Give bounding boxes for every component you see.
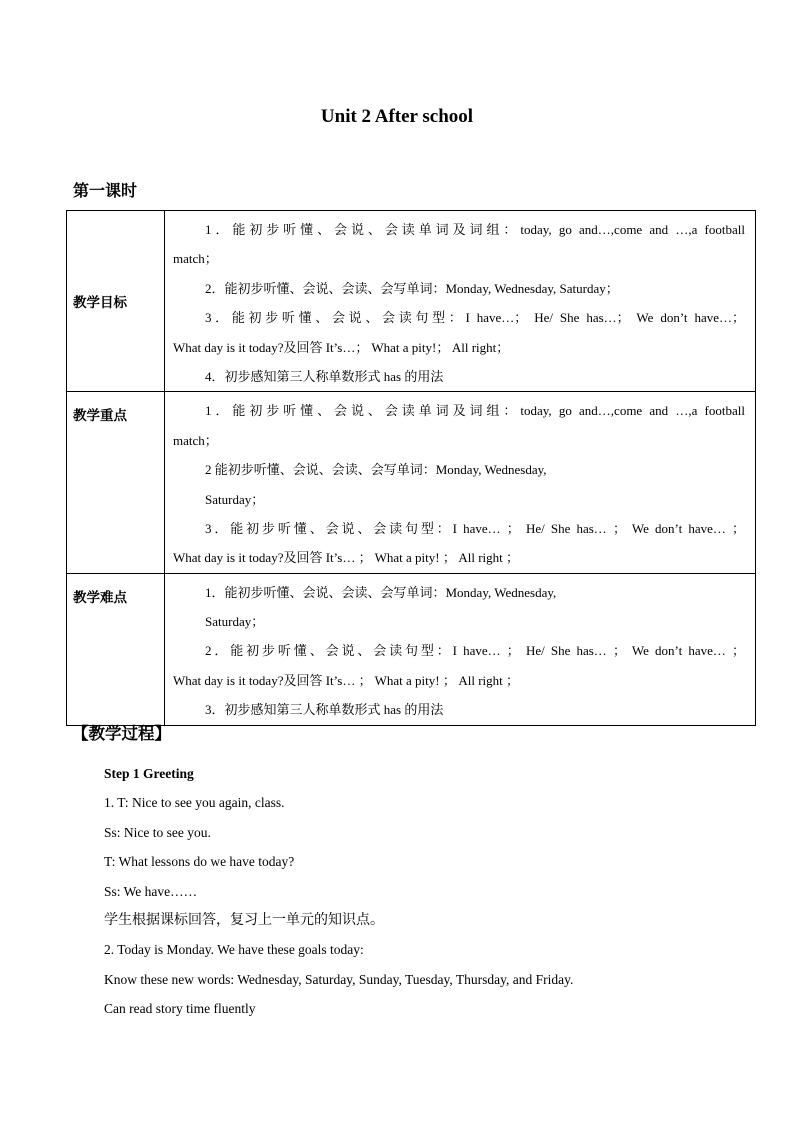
list-item: 3．能初步听懂、会说、会读句型：I have…； He/ She has…； We don’t have…；	[205, 310, 745, 326]
row-header-goals: 教学目标	[67, 211, 165, 392]
process-heading: 【教学过程】	[72, 724, 171, 743]
document-title: Unit 2 After school	[320, 106, 474, 127]
list-item: 2．能初步听懂、会说、会读、会写单词：Monday, Wednesday, Saturday；	[205, 280, 619, 296]
list-item: Know these new words: Wednesday, Saturday, Sunday, Tuesday, Thursday, and Friday.	[104, 971, 574, 987]
lesson-plan-table	[66, 210, 756, 726]
row-content-key-points	[165, 392, 756, 573]
list-item: 3．初步感知第三人称单数形式 has 的用法	[205, 702, 444, 718]
list-item: Saturday；	[205, 614, 265, 630]
step-heading: Step 1 Greeting	[104, 766, 194, 781]
list-item: Ss: We have……	[104, 883, 198, 899]
list-item: Ss: Nice to see you.	[104, 824, 211, 840]
list-item: 2．能初步听懂、会说、会读句型：I have… ； He/ She has… ； We don’t have… ；	[205, 643, 745, 659]
list-item: 2 能初步听懂、会说、会读、会写单词：Monday, Wednesday,	[205, 462, 547, 478]
list-item: 1．能初步听懂、会说、会读单词及词组：today, go and…,come and …,a football	[205, 403, 745, 419]
list-item: 1. T: Nice to see you again, class.	[104, 795, 285, 811]
list-item: 1．能初步听懂、会说、会读单词及词组：today, go and…,come and …,a football	[205, 222, 745, 237]
list-item: match；	[173, 432, 218, 448]
list-item: 学生根据课标回答，复习上一单元的知识点。	[104, 911, 384, 928]
table-row-difficulties	[67, 573, 756, 725]
table-row-goals	[67, 211, 756, 392]
list-item: Saturday；	[205, 491, 265, 507]
list-item: T: What lessons do we have today?	[104, 854, 295, 870]
list-item: Can read story time fluently	[104, 1001, 256, 1017]
table-row-key-points	[67, 392, 756, 573]
list-item: 4．初步感知第三人称单数形式 has 的用法	[205, 368, 444, 384]
row-header-difficulties: 教学难点	[67, 573, 165, 725]
list-item: 3．能初步听懂、会说、会读句型：I have… ； He/ She has… ； We don’t have… ；	[205, 520, 745, 536]
row-content-difficulties	[165, 573, 756, 725]
list-item: What day is it today?及回答 It’s…； What a pity!； All right；	[173, 339, 510, 355]
row-header-key-points: 教学重点	[67, 392, 165, 573]
teaching-process	[104, 759, 724, 1024]
list-item: What day is it today?及回答 It’s… ； What a pity! ； All right ；	[173, 550, 520, 566]
lesson-heading: 第一课时	[73, 181, 138, 200]
list-item: match；	[173, 251, 218, 267]
list-item: 2. Today is Monday. We have these goals today:	[104, 942, 364, 958]
list-item: What day is it today?及回答 It’s… ； What a pity! ； All right ；	[173, 672, 520, 688]
list-item: 1．能初步听懂、会说、会读、会写单词：Monday, Wednesday,	[205, 584, 557, 600]
row-content-goals	[165, 211, 756, 392]
